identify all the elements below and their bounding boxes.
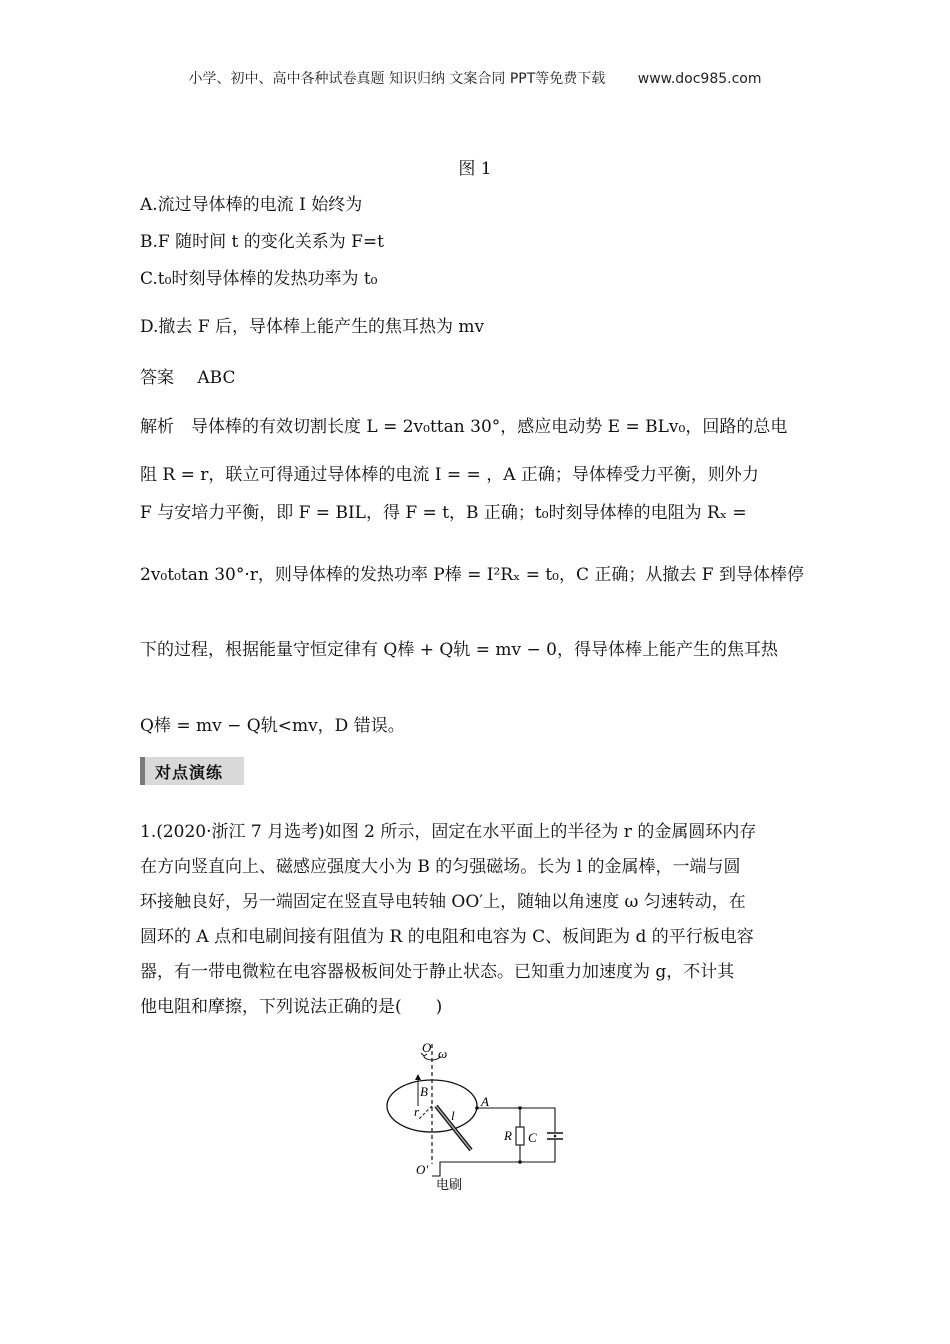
figure1-caption: 图 1 [458, 159, 492, 179]
question-line-2: 在方向竖直向上、磁感应强度大小为 B 的匀强磁场。长为 l 的金属棒，一端与圆 [140, 857, 741, 877]
label-brush: 电刷 [436, 1178, 463, 1193]
figure-2-circuit [380, 1036, 580, 1196]
question-line-3: 环接触良好，另一端固定在竖直导电转轴 OO′上，随轴以角速度 ω 匀速转动，在 [140, 892, 746, 912]
question-line-4: 圆环的 A 点和电刷间接有阻值为 R 的电阻和电容为 C、板间距为 d 的平行板电容 [140, 927, 754, 947]
node-top [518, 1106, 522, 1110]
option-b: B.F 随时间 t 的变化关系为 F=t [140, 232, 385, 252]
analysis-line-5: 下的过程，根据能量守恒定律有 Q棒 + Q轨 = mv − 0，得导体棒上能产生的焦耳热 [140, 640, 778, 660]
label-capacitor: C [528, 1130, 537, 1145]
circuit-wire-bottom [432, 1162, 520, 1176]
option-c: C.t₀时刻导体棒的发热功率为 t₀ [140, 269, 378, 289]
section-title: 对点演练 [155, 763, 224, 782]
header-text: 小学、初中、高中各种试卷真题 知识归纳 文案合同 PPT等免费下载 [188, 71, 606, 87]
label-o: O [422, 1040, 432, 1055]
resistor [516, 1127, 524, 1145]
question-line-1: 1.(2020·浙江 7 月选考)如图 2 所示，固定在水平面上的半径为 r 的金属圆环内存 [140, 822, 757, 842]
answer-label: 答案 [140, 368, 174, 388]
section-header [140, 757, 244, 785]
analysis-line-3: F 与安培力平衡，即 F = BIL，得 F = t，B 正确；t₀时刻导体棒的电阻为 Rₓ = [140, 503, 747, 523]
analysis-line-4: 2v₀t₀tan 30°·r，则导体棒的发热功率 P棒 = I²Rₓ = t₀，C 正确；从撤去 F 到导体棒停 [140, 565, 805, 585]
charged-particle [554, 1135, 557, 1138]
radius-line [418, 1106, 432, 1120]
label-omega: ω [438, 1046, 448, 1061]
option-a: A.流过导体棒的电流 I 始终为 [140, 195, 363, 215]
label-resistor: R [504, 1128, 512, 1143]
page-header [0, 68, 950, 88]
header-site: www.doc985.com [637, 71, 762, 87]
label-b: B [420, 1084, 428, 1099]
label-a: A [481, 1094, 489, 1109]
question-line-6: 他电阻和摩擦，下列说法正确的是( ) [140, 997, 443, 1017]
label-l: l [451, 1108, 455, 1123]
node-bottom [518, 1160, 522, 1164]
label-o-prime: O′ [416, 1162, 429, 1177]
question-line-5: 器，有一带电微粒在电容器极板间处于静止状态。已知重力加速度为 g，不计其 [140, 962, 735, 982]
analysis-line-2: 阻 R = r，联立可得通过导体棒的电流 I = = ，A 正确；导体棒受力平衡，则外力 [140, 465, 759, 485]
b-field-arrowhead-icon [415, 1074, 421, 1080]
answer-value: ABC [197, 368, 236, 388]
analysis-line-6: Q棒 = mv − Q轨<mv，D 错误。 [140, 716, 405, 736]
question-1 [140, 815, 810, 1025]
answer-row [140, 363, 236, 388]
option-d: D.撤去 F 后，导体棒上能产生的焦耳热为 mv [140, 317, 485, 337]
node-a [475, 1106, 479, 1110]
analysis-line-1: 解析 导体棒的有效切割长度 L = 2v₀ttan 30°，感应电动势 E = BLv₀，回路的总电 [140, 417, 788, 437]
label-r: r [414, 1104, 420, 1119]
